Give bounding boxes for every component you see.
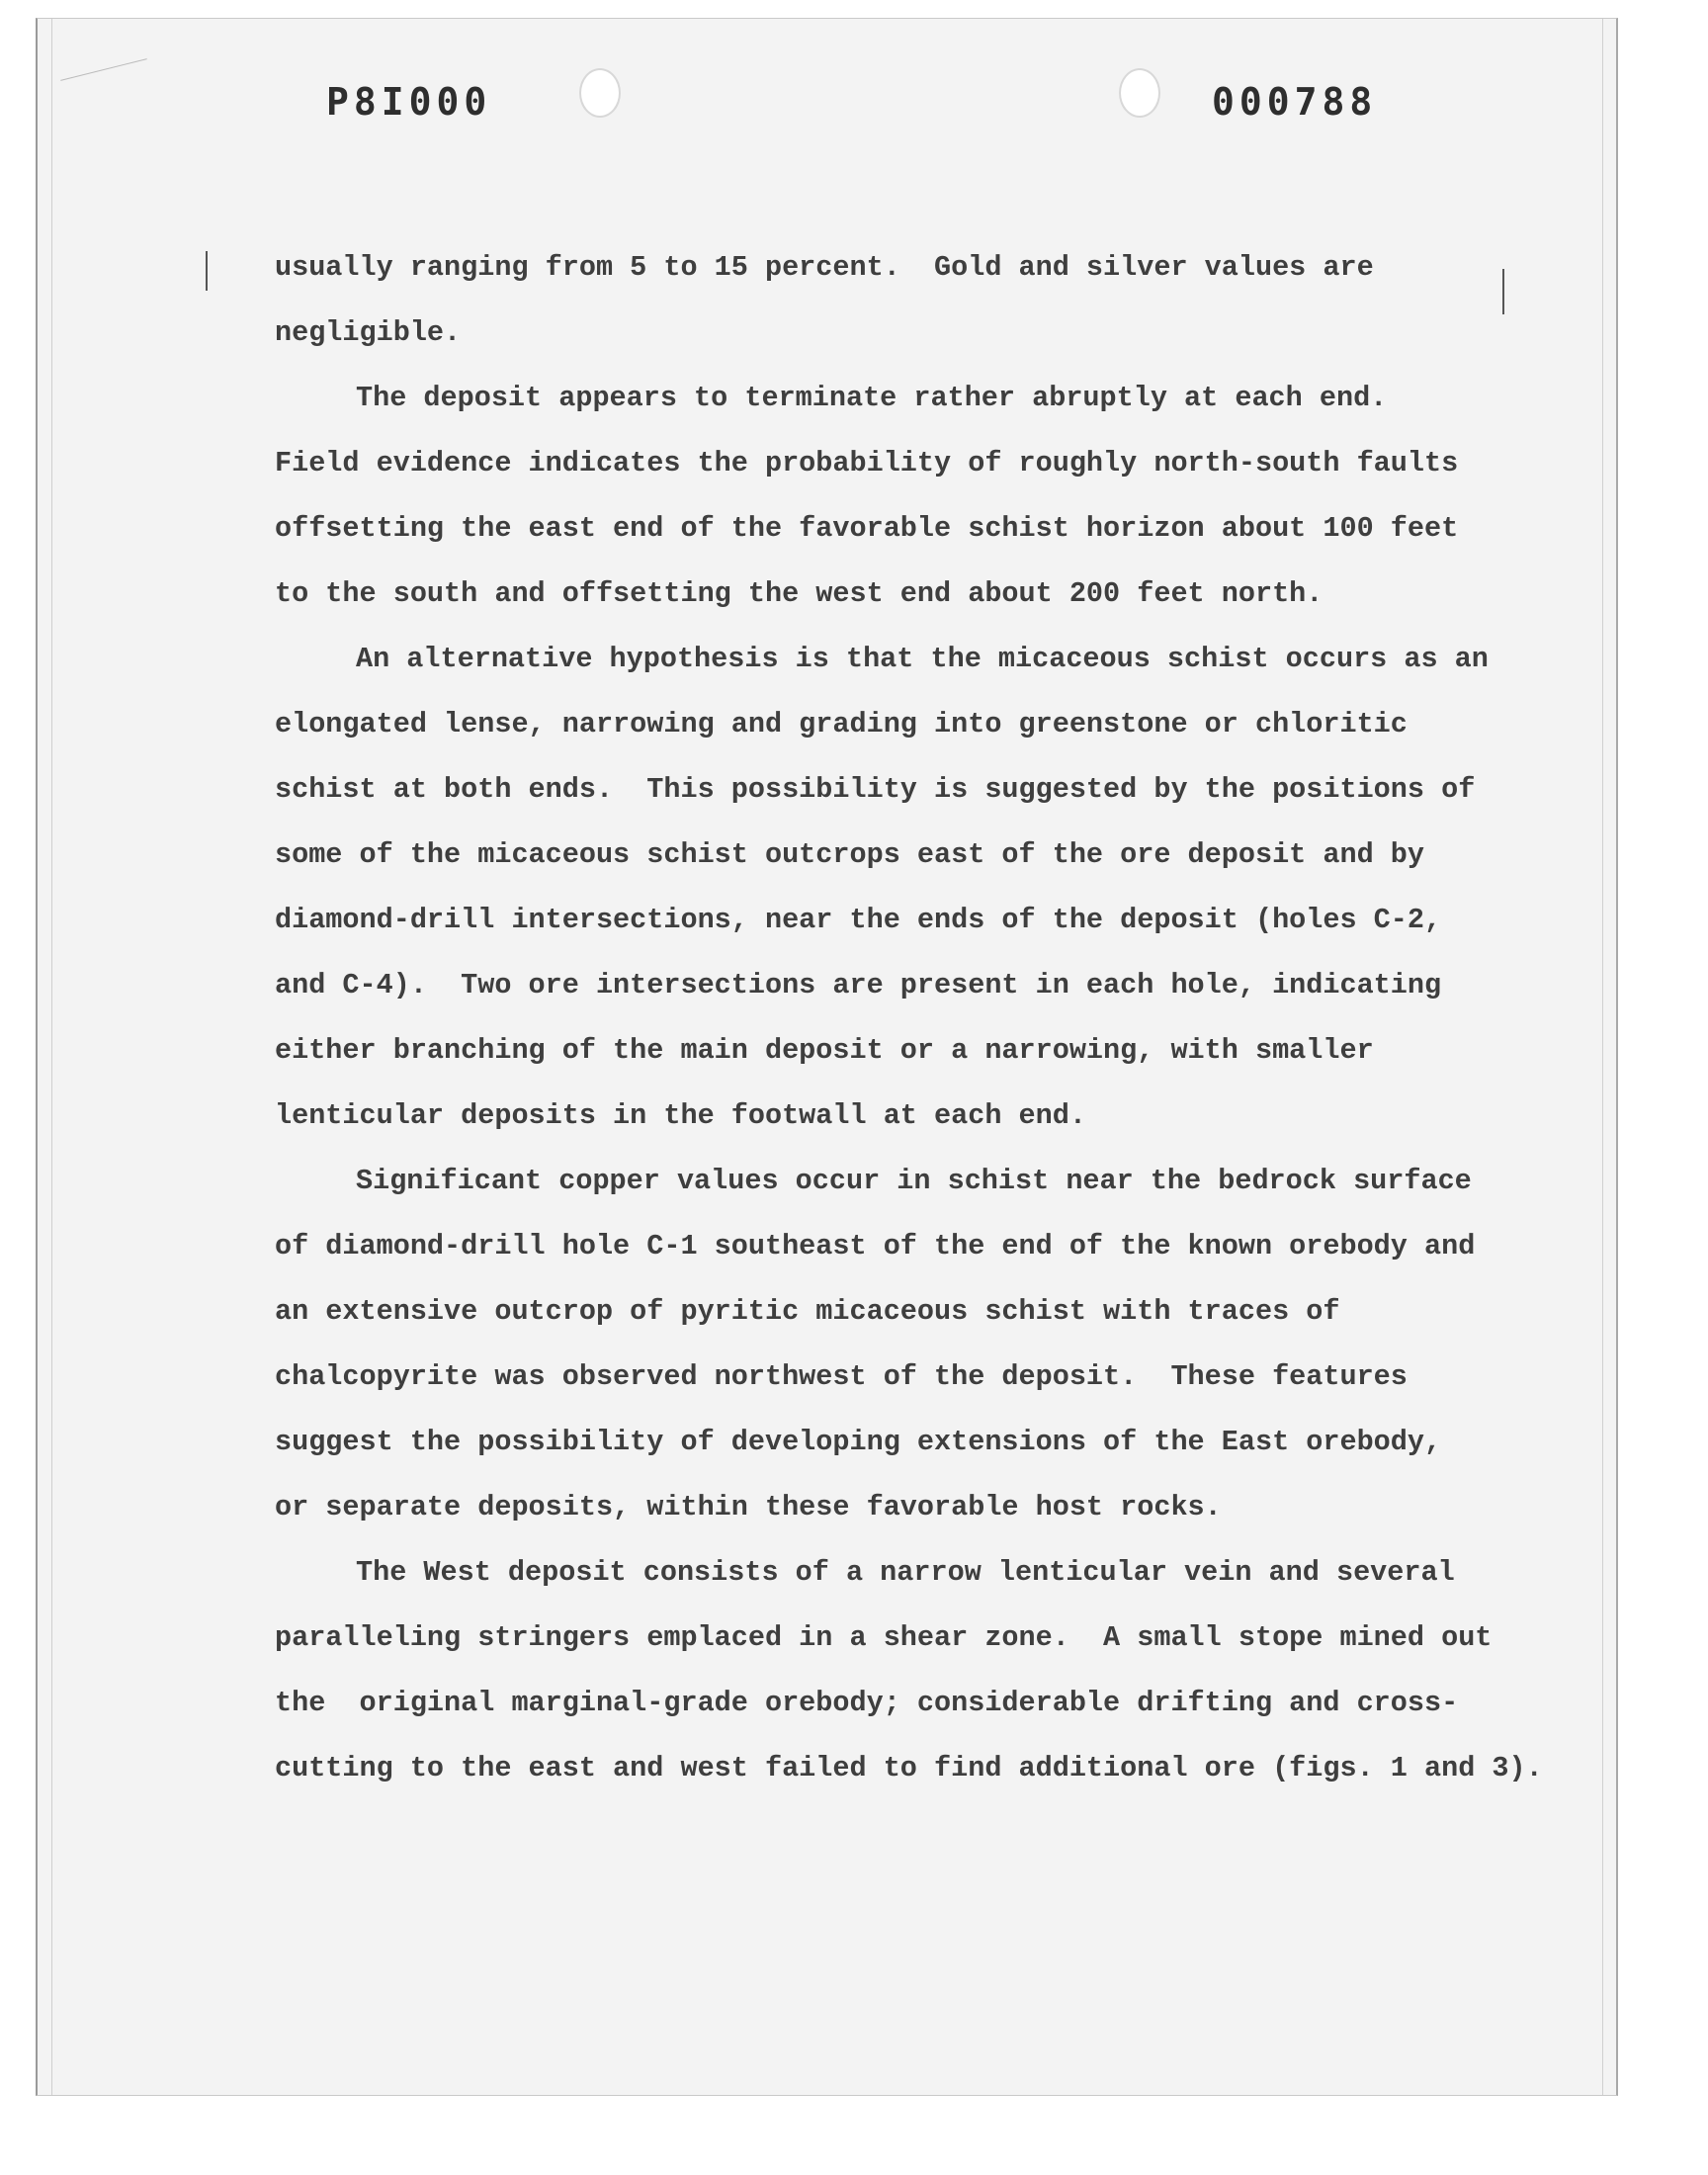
text-line: negligible. bbox=[275, 316, 462, 349]
text-line: chalcopyrite was observed northwest of the deposit. These features bbox=[275, 1360, 1408, 1393]
bates-number-right: 000788 bbox=[1212, 80, 1378, 124]
punch-hole-right bbox=[1119, 68, 1160, 118]
text-line: an extensive outcrop of pyritic micaceous schist with traces of bbox=[275, 1295, 1340, 1328]
text-line: some of the micaceous schist outcrops east of the ore deposit and by bbox=[275, 838, 1424, 871]
paragraph-start-line: Significant copper values occur in schist near the bedrock surface bbox=[356, 1165, 1472, 1197]
text-line: cutting to the east and west failed to find additional ore (figs. 1 and 3). bbox=[275, 1752, 1543, 1784]
text-line: diamond-drill intersections, near the ends of the deposit (holes C-2, bbox=[275, 904, 1442, 936]
text-line: schist at both ends. This possibility is suggested by the positions of bbox=[275, 773, 1476, 806]
text-line: of diamond-drill hole C-1 southeast of the end of the known orebody and bbox=[275, 1230, 1476, 1262]
text-line: and C-4). Two ore intersections are present in each hole, indicating bbox=[275, 969, 1442, 1001]
text-line: to the south and offsetting the west end about 200 feet north. bbox=[275, 577, 1324, 610]
text-line: lenticular deposits in the footwall at each end. bbox=[275, 1099, 1086, 1132]
body-text bbox=[275, 235, 1543, 1801]
text-line: paralleling stringers emplaced in a shear zone. A small stope mined out bbox=[275, 1621, 1493, 1654]
paragraph-start-line: An alternative hypothesis is that the micaceous schist occurs as an bbox=[356, 643, 1489, 675]
text-line: offsetting the east end of the favorable schist horizon about 100 feet bbox=[275, 512, 1459, 545]
text-line: elongated lense, narrowing and grading into greenstone or chloritic bbox=[275, 708, 1408, 740]
text-line: Field evidence indicates the probability of roughly north-south faults bbox=[275, 447, 1459, 479]
bates-number-left: P8I000 bbox=[326, 80, 492, 124]
text-line: or separate deposits, within these favorable host rocks. bbox=[275, 1491, 1222, 1523]
text-line: usually ranging from 5 to 15 percent. Gold and silver values are bbox=[275, 251, 1374, 284]
punch-hole-left bbox=[579, 68, 621, 118]
text-line: the original marginal-grade orebody; considerable drifting and cross- bbox=[275, 1687, 1459, 1719]
text-line: either branching of the main deposit or a narrowing, with smaller bbox=[275, 1034, 1374, 1067]
paragraph-start-line: The West deposit consists of a narrow lenticular vein and several bbox=[356, 1556, 1455, 1589]
text-line: suggest the possibility of developing extensions of the East orebody, bbox=[275, 1426, 1442, 1458]
paragraph-start-line: The deposit appears to terminate rather abruptly at each end. bbox=[356, 382, 1388, 414]
margin-mark-left bbox=[206, 251, 208, 291]
